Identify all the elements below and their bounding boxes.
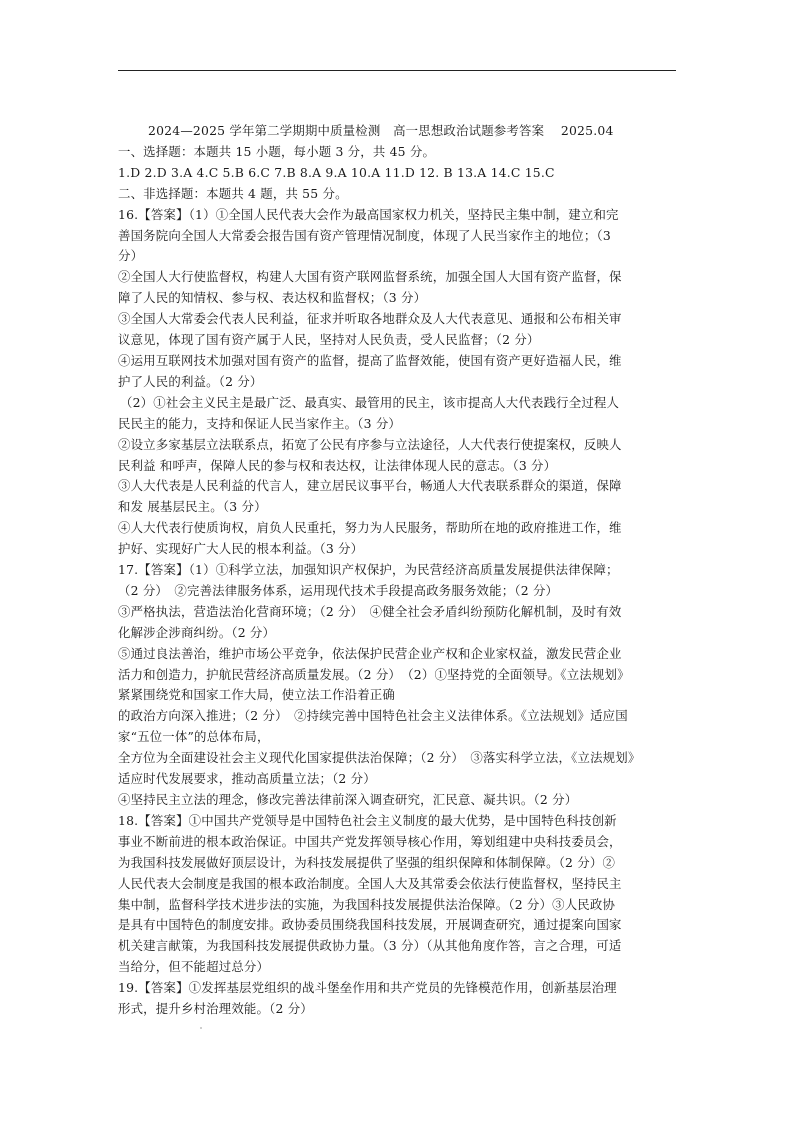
q19-line: 19.【答案】①发挥基层党组织的战斗堡垒作用和共产党员的先锋模范作用，创新基层治理	[118, 980, 617, 996]
q16-line: 护了人民的利益。（2 分）	[118, 373, 263, 389]
q17-line: 活力和创造力，护航民营经济高质量发展。（2 分） （2）①坚持党的全面领导。《立法规划》	[118, 666, 630, 682]
q16-line: ③全国人大常委会代表人民利益，征求并听取各地群众及人大代表意见、通报和公布相关审	[118, 311, 622, 327]
q16-part2-line: 护好、实现好广大人民的根本利益。（3 分）	[118, 541, 364, 557]
section-heading-nonchoice: 二、非选择题：本题共 4 题，共 55 分。	[118, 185, 348, 201]
q16-line: 善国务院向全国人大常委会报告国有资产管理情况制度，体现了人民当家作主的地位；（3	[118, 227, 611, 243]
q17-line: 的政治方向深入推进；（2 分） ②持续完善中国特色社会主义法律体系。《立法规划》适应国	[118, 708, 628, 724]
q16-part2-line: （2）①社会主义民主是最广泛、最真实、最管用的民主，该市提高人大代表践行全过程人	[120, 394, 620, 410]
q17-line: ③严格执法，营造法治化营商环境；（2 分） ④健全社会矛盾纠纷预防化解机制，及时有效	[118, 603, 622, 619]
q18-line: 为我国科技发展做好顶层设计，为科技发展提供了坚强的组织保障和体制保障。（2 分）②	[118, 854, 616, 870]
q17-line: 适应时代发展要求，推动高质量立法；（2 分）	[118, 771, 376, 787]
q18-line: 机关建言献策，为我国科技发展提供政协力量。（3 分）（从其他角度作答，言之合理，可适	[118, 938, 622, 954]
q16-line: 议意见，体现了国有资产属于人民，坚持对人民负责，受人民监督；（2 分）	[118, 332, 540, 348]
q16-part2-line: ②设立多家基层立法联系点，拓宽了公民有序参与立法途径，人大代表行使提案权，反映人	[118, 436, 622, 452]
q18-line: 是具有中国特色的制度安排。政协委员围绕我国科技发展，开展调查研究，通过提案向国家	[118, 917, 622, 933]
q17-line: 紧紧围绕党和国家工作大局，使立法工作沿着正确	[118, 687, 395, 703]
q18-line: 18.【答案】①中国共产党领导是中国特色社会主义制度的最大优势，是中国特色科技创新	[118, 812, 617, 828]
q18-line: 当给分，但不能超过总分）	[118, 959, 270, 975]
answer-key-body	[118, 121, 683, 1020]
q16-part2-line: ③人大代表是人民利益的代言人，建立居民议事平台，畅通人大代表联系群众的渠道，保障	[118, 478, 622, 494]
q16-part2-line: 民民主的能力，支持和保证人民当家作主。（3 分）	[118, 415, 402, 431]
q16-line: 16.【答案】（1）①全国人民代表大会作为最高国家权力机关，坚持民主集中制，建立和完	[118, 206, 619, 222]
q18-line: 事业不断前进的根本政治保证。中国共产党发挥领导核心作用，筹划组建中央科技委员会，	[118, 833, 622, 849]
q16-line: ②全国人大行使监督权，构建人大国有资产联网监督系统，加强全国人大国有资产监督，保	[118, 269, 622, 285]
q18-line: 人民代表大会制度是我国的根本政治制度。全国人大及其常委会依法行使监督权，坚持民主	[118, 875, 622, 891]
document-title: 2024—2025 学年第二学期期中质量检测 高一思想政治试题参考答案 2025.04	[148, 123, 614, 138]
q19-line: 形式，提升乡村治理效能。（2 分）	[118, 1001, 313, 1017]
q17-line: ④坚持民主立法的理念，修改完善法律前深入调查研究，汇民意、凝共识。（2 分）	[118, 792, 578, 807]
q17-line: 家“五位一体”的总体布局，	[118, 729, 270, 745]
q17-line: （2 分） ②完善法律服务体系，运用现代技术手段提高政务服务效能；（2 分）	[118, 582, 559, 598]
q16-line: 分）	[118, 248, 144, 264]
q16-part2-line: 民利益 和呼声，保障人民的参与权和表达权，让法律体现人民的意志。（3 分）	[118, 457, 557, 473]
q16-line: 障了人民的知情权、参与权、表达权和监督权；（3 分）	[118, 290, 427, 306]
section-heading-choice: 一、选择题：本题共 15 小题，每小题 3 分，共 45 分。	[118, 143, 436, 159]
q16-part2-line: 和发 展基层民主。（3 分）	[118, 499, 267, 515]
q17-line: 化解涉企涉商纠纷。（2 分）	[118, 624, 276, 640]
scan-speck	[200, 1027, 202, 1029]
q16-line: ④运用互联网技术加强对国有资产的监督，提高了监督效能，使国有资产更好造福人民，维	[118, 352, 622, 368]
q17-line: 全方位为全面建设社会主义现代化国家提供法治保障；（2 分） ③落实科学立法，《立法规划》	[118, 750, 641, 766]
q17-line: ⑤通过良法善治，维护市场公平竞争，依法保护民营企业产权和企业家权益，激发民营企业	[118, 645, 622, 661]
header-rule	[118, 70, 676, 71]
q18-line: 集中制，监督科学技术进步法的实施，为我国科技发展提供法治保障。（2 分）③人民政协	[118, 896, 616, 912]
q17-line: 17.【答案】（1）①科学立法，加强知识产权保护，为民营经济高质量发展提供法律保障；	[118, 562, 619, 578]
q16-part2-line: ④人大代表行使质询权，肩负人民重托，努力为人民服务，帮助所在地的政府推进工作，维	[118, 520, 622, 536]
choice-answers: 1.D 2.D 3.A 4.C 5.B 6.C 7.B 8.A 9.A 10.A 11.D 12. B 13.A 14.C 15.C	[118, 164, 555, 180]
